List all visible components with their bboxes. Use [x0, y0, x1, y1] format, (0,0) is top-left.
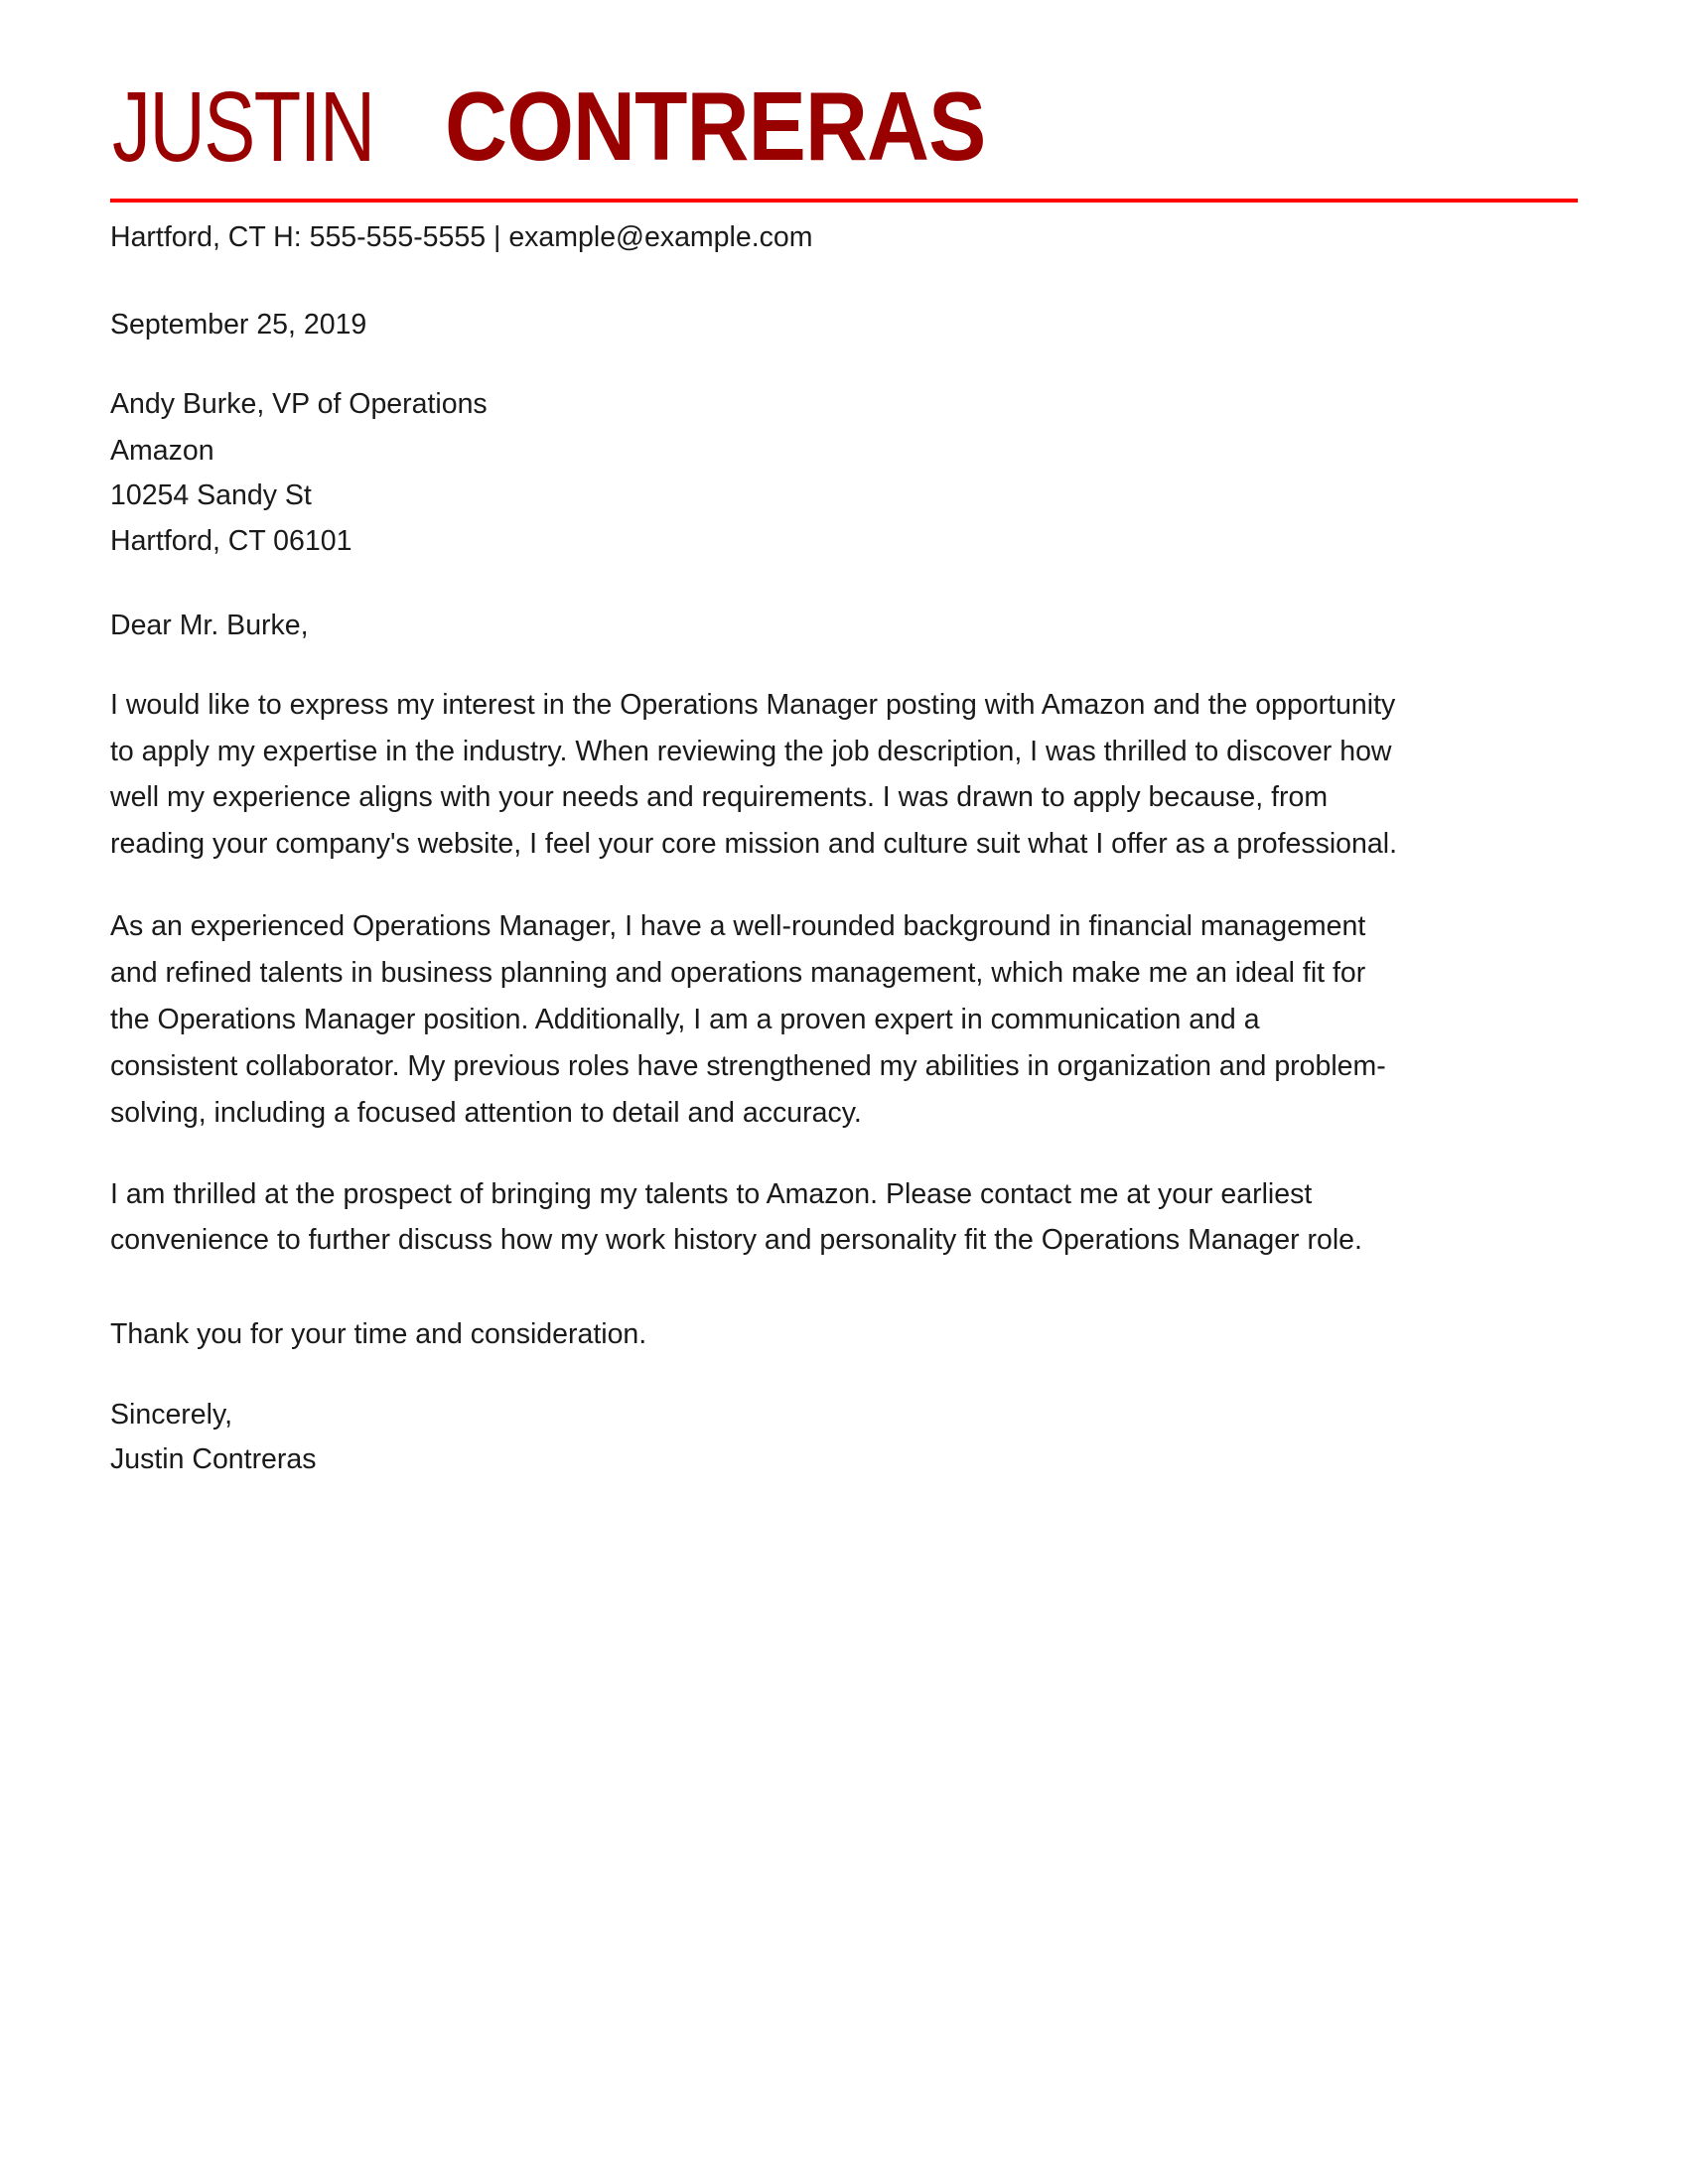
paragraph-line: solving, including a focused attention to detail and accuracy.: [110, 1097, 862, 1129]
paragraph-line: consistent collaborator. My previous roles have strengthened my abilities in organization and problem-: [110, 1050, 1386, 1082]
sign-off: Sincerely,: [110, 1399, 233, 1431]
paragraph-line: well my experience aligns with your needs and requirements. I was drawn to apply because, from: [110, 781, 1329, 813]
paragraph-line: convenience to further discuss how my work history and personality fit the Operations Manager role.: [110, 1224, 1362, 1256]
applicant-first-name: JUSTIN: [112, 71, 374, 183]
paragraph-line: I am thrilled at the prospect of bringing my talents to Amazon. Please contact me at your earliest: [110, 1178, 1313, 1210]
recipient-name-title: Andy Burke, VP of Operations: [110, 388, 488, 420]
signature-name: Justin Contreras: [110, 1443, 317, 1475]
applicant-last-name: CONTRERAS: [445, 71, 986, 181]
paragraph-line: and refined talents in business planning and operations management, which make me an ideal fit for: [110, 957, 1366, 989]
contact-info: Hartford, CT H: 555-555-5555 | example@example.com: [110, 221, 813, 253]
applicant-name-heading: [112, 71, 986, 187]
recipient-street: 10254 Sandy St: [110, 479, 312, 511]
recipient-city-state-zip: Hartford, CT 06101: [110, 525, 352, 557]
recipient-company: Amazon: [110, 435, 214, 467]
closing-note: Thank you for your time and consideration.: [110, 1318, 647, 1350]
paragraph-line: the Operations Manager position. Additionally, I am a proven expert in communication and a: [110, 1004, 1260, 1035]
paragraph-line: to apply my expertise in the industry. When reviewing the job description, I was thrilled to discover how: [110, 736, 1392, 767]
header-divider: [110, 199, 1578, 203]
salutation: Dear Mr. Burke,: [110, 610, 309, 641]
paragraph-line: reading your company's website, I feel your core mission and culture suit what I offer as a professional.: [110, 828, 1397, 860]
letter-date: September 25, 2019: [110, 309, 367, 341]
paragraph-line: As an experienced Operations Manager, I have a well-rounded background in financial management: [110, 910, 1366, 942]
paragraph-line: I would like to express my interest in the Operations Manager posting with Amazon and the opportunity: [110, 689, 1396, 721]
